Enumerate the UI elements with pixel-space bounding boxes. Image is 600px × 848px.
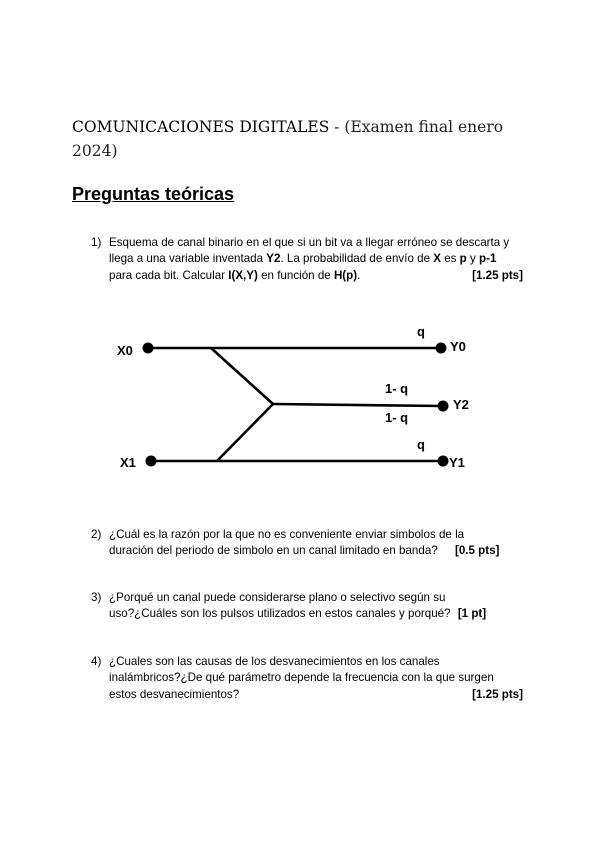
- question-points: [1.25 pts]: [472, 268, 523, 282]
- label-prob-erase-top: 1- q: [385, 381, 409, 396]
- channel-line-to-y2: [273, 404, 443, 406]
- label-x0: X0: [117, 343, 133, 358]
- node-x0: [143, 343, 154, 354]
- question-number: 3): [91, 591, 102, 604]
- label-prob-q-bottom: q: [417, 437, 425, 452]
- question-points: [1.25 pts]: [472, 687, 523, 701]
- question-number: 4): [91, 655, 102, 668]
- title-separator: -: [329, 118, 345, 136]
- question-text-line: ¿Cuales son las causas de los desvanecimientos en los canales: [109, 655, 440, 668]
- question-points: [1 pt]: [457, 607, 487, 621]
- label-y1: Y1: [449, 455, 465, 470]
- node-y2: [438, 401, 449, 412]
- node-x1: [146, 456, 157, 467]
- node-y0: [436, 343, 447, 354]
- question-text-line: duración del periodo de simbolo en un canal limitado en banda? [0.5 pts]: [109, 544, 500, 558]
- question-text-line: inalámbricos?¿De qué parámetro depende la frecuencia con la que surgen: [109, 671, 494, 685]
- question-text-line: ¿Cuál es la razón por la que no es conveniente enviar simbolos de la: [109, 528, 465, 541]
- label-prob-q-top: q: [417, 324, 425, 339]
- title-subtitle-year: 2024): [72, 142, 118, 160]
- title-main: COMUNICACIONES DIGITALES: [72, 118, 330, 136]
- question-text-line: ¿Porqué un canal puede considerarse plano o selectivo según su: [109, 591, 446, 604]
- label-y0: Y0: [450, 339, 466, 354]
- question-text-line: Esquema de canal binario en el que si un bit va a llegar erróneo se descarta y: [109, 236, 510, 249]
- section-heading: Preguntas teóricas: [72, 184, 235, 204]
- question-points: [0.5 pts]: [454, 544, 500, 558]
- label-y2: Y2: [453, 397, 469, 412]
- title-subtitle: (Examen final enero: [344, 118, 504, 136]
- question-number: 2): [91, 528, 102, 541]
- erasure-branch-top: [211, 348, 273, 404]
- question-text-line: llega a una variable inventada Y2. La probabilidad de envío de X es p y p-1: [109, 252, 497, 266]
- question-text-line: para cada bit. Calcular I(X,Y) en función de H(p). [1.25 pts]: [109, 268, 527, 284]
- erasure-branch-bottom: [217, 404, 273, 461]
- node-y1: [438, 456, 449, 467]
- question-text-line: estos desvanecimientos? [1.25 pts]: [109, 687, 527, 703]
- label-prob-erase-bottom: 1- q: [385, 410, 409, 425]
- question-number: 1): [91, 236, 102, 249]
- question-text-line: uso?¿Cuáles son los pulsos utilizados en estos canales y porqué? [1 pt]: [109, 607, 487, 621]
- label-x1: X1: [120, 455, 136, 470]
